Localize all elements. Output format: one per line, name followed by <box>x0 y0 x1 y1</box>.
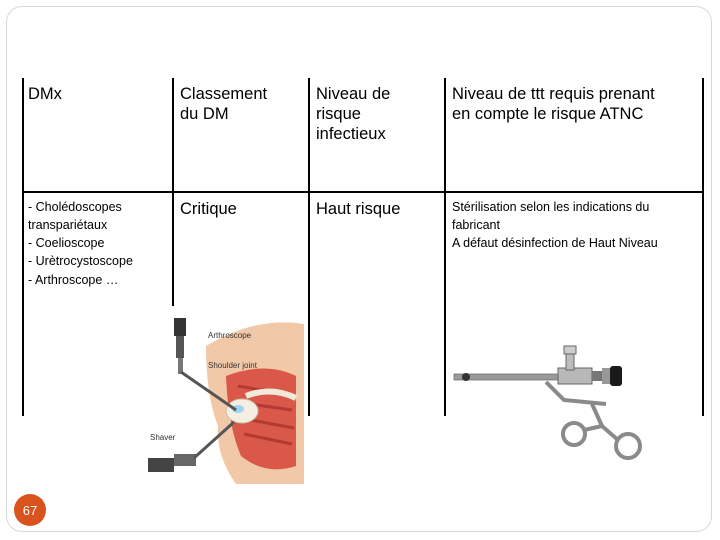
arthroscopy-illustration <box>146 306 304 484</box>
header-traitement-line-2: en compte le risque ATNC <box>452 104 644 123</box>
header-risque-line-2: risque <box>316 104 361 123</box>
label-shaver: Shaver <box>150 433 176 442</box>
device-item: - Arthroscope … <box>28 272 119 287</box>
header-dmx <box>28 85 168 105</box>
label-arthroscope: Arthroscope <box>208 331 252 340</box>
header-classement <box>180 85 306 125</box>
devices-list <box>28 198 170 289</box>
header-rule <box>22 191 704 193</box>
header-traitement <box>452 85 702 125</box>
treatment-line: A défaut désinfection de Haut Niveau <box>452 236 658 251</box>
treatment-line: Stérilisation selon les indications du <box>452 200 650 214</box>
header-risque-line-1: Niveau de <box>316 85 391 103</box>
device-item: - Coelioscope <box>28 236 105 251</box>
column-divider-5 <box>702 78 704 416</box>
label-shoulder-joint: Shoulder joint <box>208 361 257 370</box>
header-classement-line-1: Classement <box>180 85 268 103</box>
device-item: transpariétaux <box>28 218 108 233</box>
header-risque-line-3: infectieux <box>316 124 386 143</box>
header-dmx-line: DMx <box>28 85 62 103</box>
header-risque <box>316 85 442 144</box>
cystoscope-illustration <box>446 338 648 468</box>
device-item: - Cholédoscopes <box>28 200 122 214</box>
header-classement-line-2: du DM <box>180 104 229 123</box>
treatment-text <box>452 198 700 252</box>
treatment-line: fabricant <box>452 218 500 233</box>
header-traitement-line-1: Niveau de ttt requis prenant <box>452 85 655 103</box>
cystoscope-image <box>446 338 648 468</box>
column-divider-1 <box>22 78 24 416</box>
page-number-badge: 67 <box>14 494 46 526</box>
classification-value: Critique <box>180 200 237 218</box>
device-item: - Urètrocystoscope <box>28 254 133 269</box>
risk-level-value: Haut risque <box>316 200 401 218</box>
shoulder-arthroscopy-image <box>146 306 304 484</box>
column-divider-3 <box>308 78 310 416</box>
